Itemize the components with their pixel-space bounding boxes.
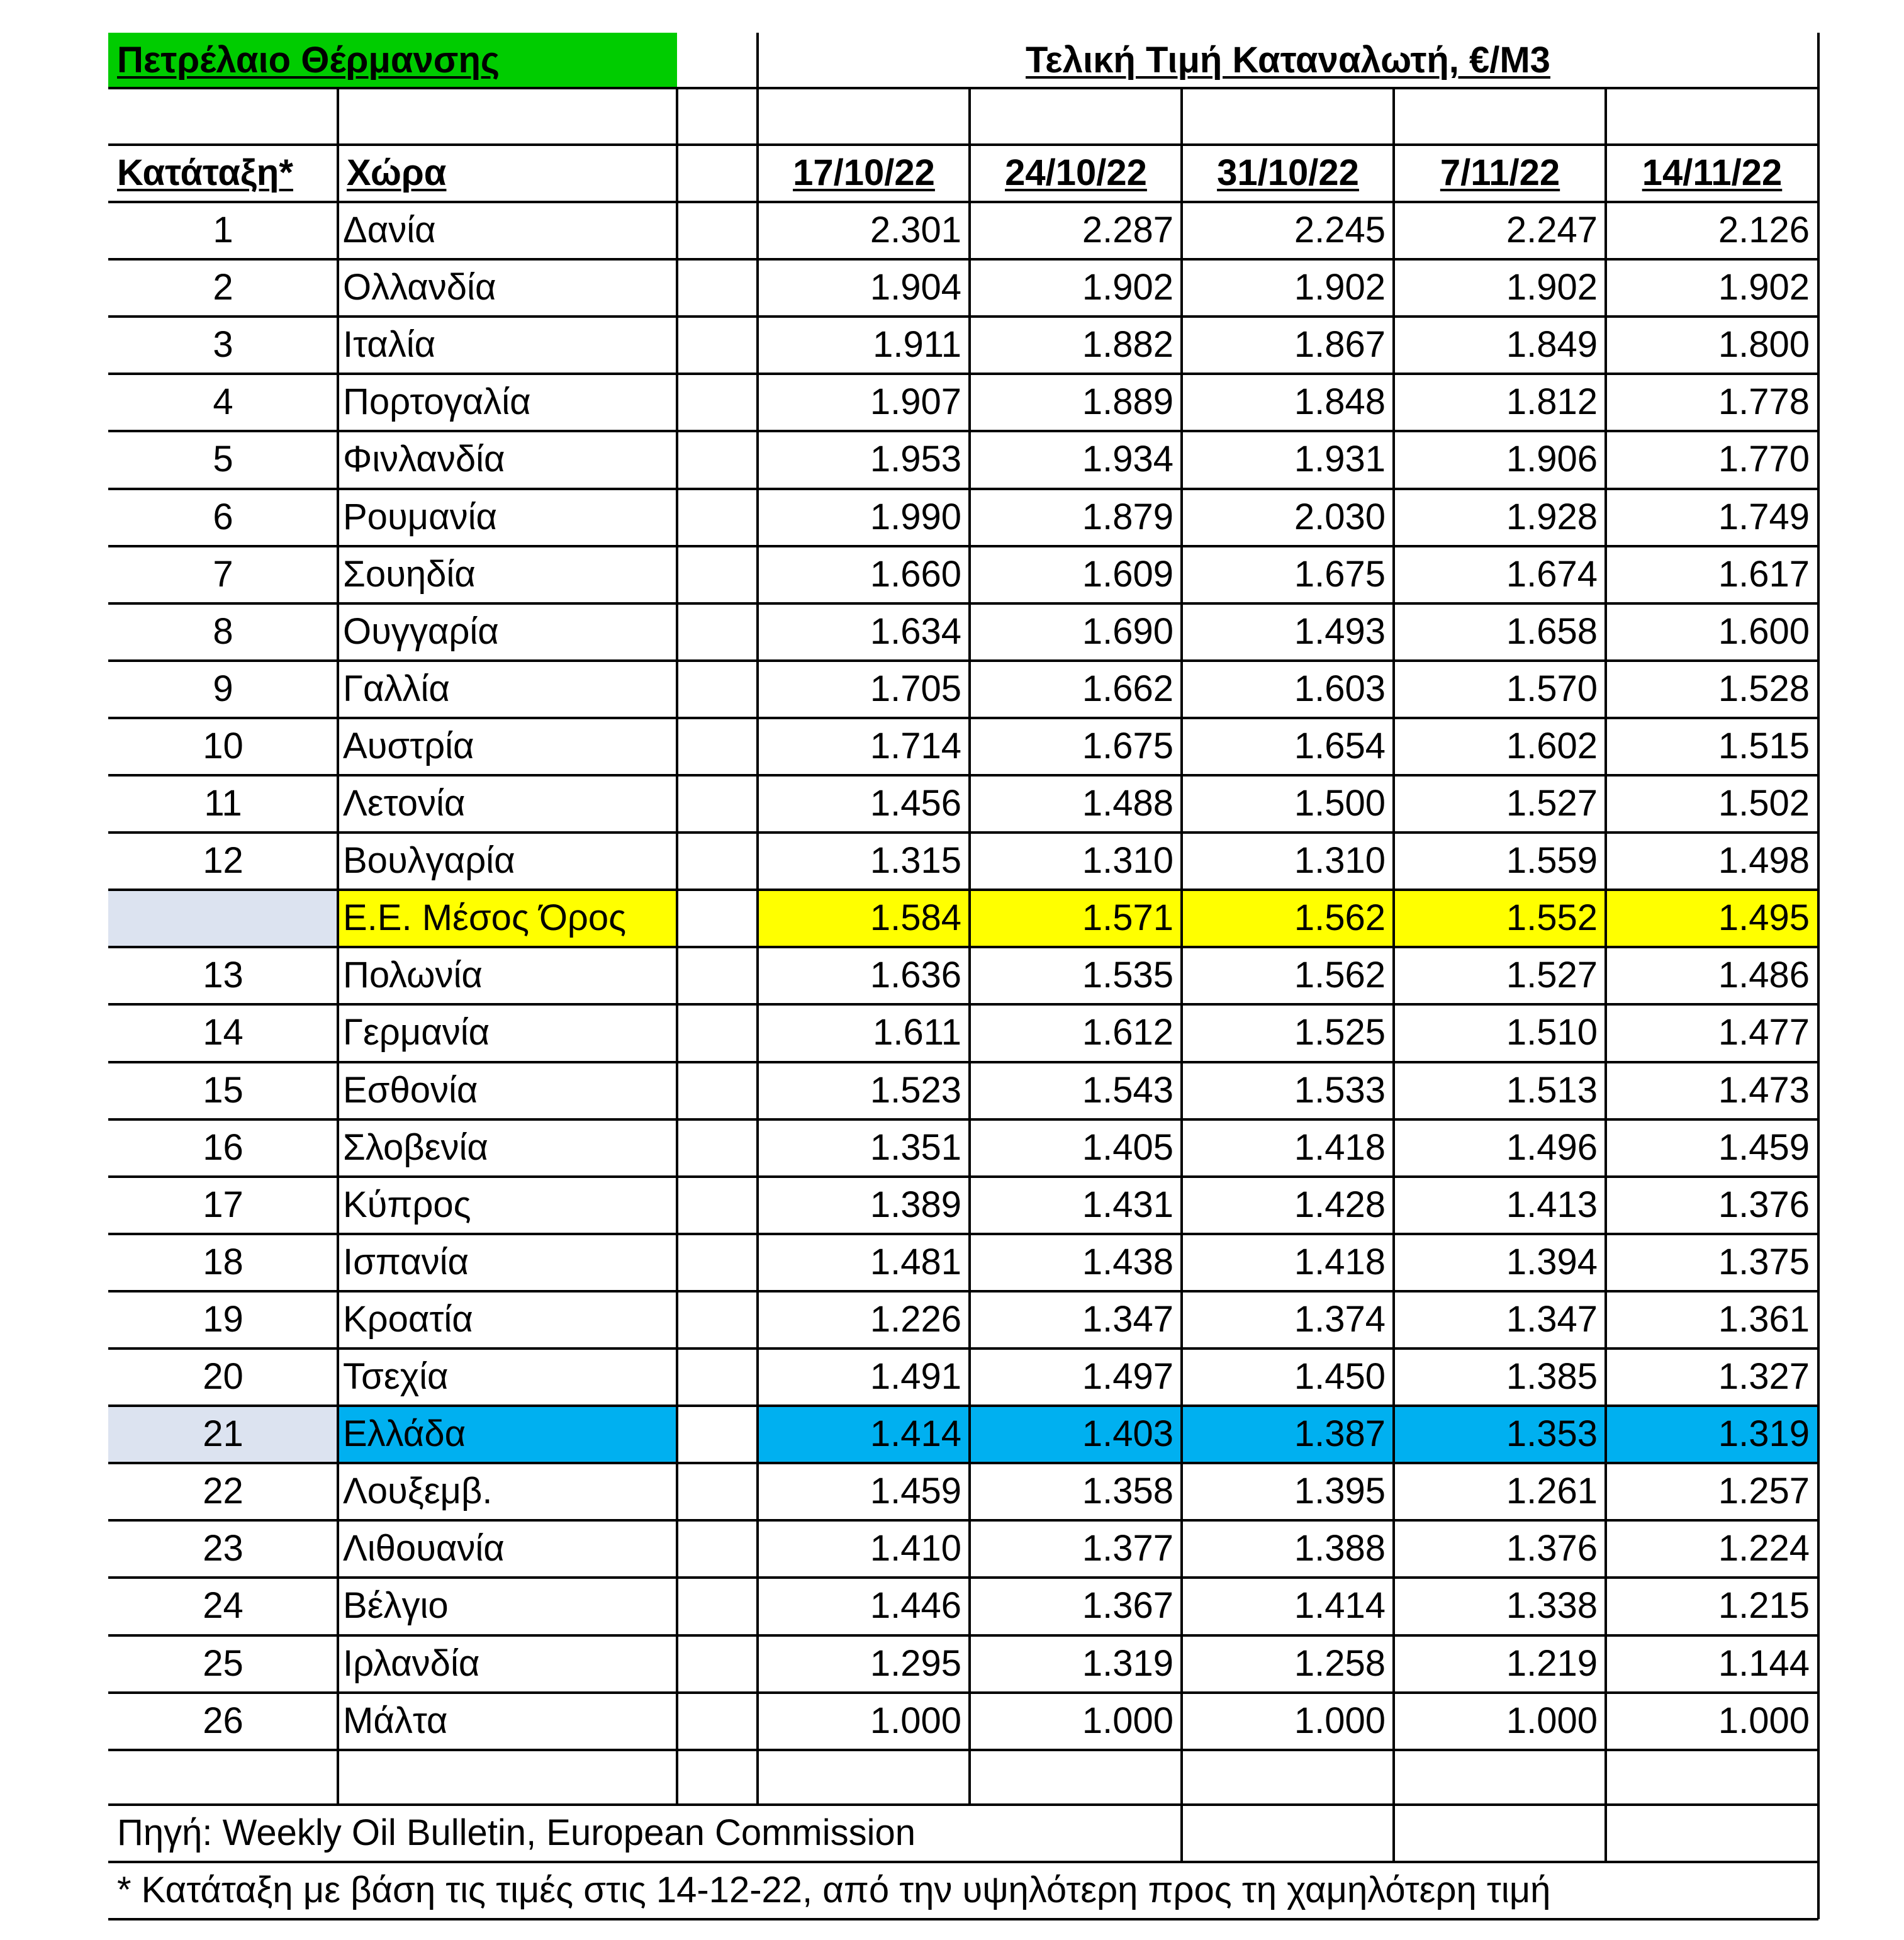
price-cell: 1.525 (1294, 1012, 1386, 1053)
price-cell: 1.394 (1506, 1241, 1598, 1282)
price-cell: 1.749 (1718, 496, 1810, 537)
country-cell: Σουηδία (343, 553, 476, 595)
grid-line (108, 1861, 1818, 1863)
grid-line (1392, 88, 1395, 1862)
rank-cell: 11 (204, 783, 242, 824)
price-cell: 1.513 (1506, 1069, 1598, 1111)
price-cell: 1.571 (1082, 897, 1173, 939)
price-cell: 1.473 (1718, 1069, 1810, 1111)
price-cell: 1.000 (1082, 1700, 1173, 1741)
price-cell: 1.459 (870, 1471, 961, 1512)
price-cell: 1.387 (1294, 1413, 1386, 1455)
price-cell: 1.617 (1718, 553, 1810, 595)
price-cell: 1.611 (873, 1012, 961, 1053)
price-cell: 1.902 (1294, 267, 1386, 308)
price-cell: 2.287 (1082, 210, 1173, 250)
country-cell: Ουγγαρία (343, 610, 499, 652)
price-cell: 1.674 (1506, 553, 1598, 595)
grid-line (1817, 33, 1820, 1919)
price-cell: 1.450 (1294, 1356, 1386, 1397)
grid-line (108, 1803, 1818, 1806)
price-cell: 1.376 (1718, 1184, 1810, 1225)
price-cell: 1.367 (1082, 1585, 1173, 1627)
price-cell: 1.934 (1082, 439, 1173, 480)
country-cell: Κύπρος (343, 1184, 471, 1225)
rank-cell: 19 (203, 1298, 244, 1340)
price-cell: 1.414 (870, 1413, 961, 1455)
price-cell: 1.559 (1506, 840, 1598, 882)
price-cell: 1.931 (1294, 439, 1386, 480)
country-cell: Λιθουανία (343, 1528, 505, 1569)
grid-line (108, 1576, 1818, 1579)
rank-cell: 20 (203, 1356, 244, 1397)
grid-line (108, 1175, 1818, 1178)
price-cell: 1.800 (1718, 324, 1810, 366)
rank-cell: 13 (203, 955, 244, 996)
rank-cell (108, 890, 338, 947)
grid-line (1604, 88, 1607, 1862)
source-note: Πηγή: Weekly Oil Bulletin, European Commission (117, 1812, 916, 1853)
price-cell: 1.446 (870, 1585, 961, 1627)
price-cell: 1.714 (870, 725, 961, 766)
price-cell: 1.144 (1718, 1642, 1810, 1684)
price-cell: 1.481 (870, 1241, 961, 1282)
grid-line (108, 1118, 1818, 1121)
rank-cell: 26 (203, 1700, 244, 1741)
price-cell: 1.258 (1294, 1642, 1386, 1684)
table-title: Πετρέλαιο Θέρμανσης (117, 40, 500, 81)
price-cell: 1.705 (870, 668, 961, 709)
price-cell: 1.319 (1718, 1413, 1810, 1455)
grid-line (108, 258, 1818, 261)
price-cell: 1.660 (870, 553, 961, 595)
country-cell: Ελλάδα (343, 1413, 466, 1455)
country-cell: Λουξεμβ. (343, 1471, 493, 1512)
rank-cell: 2 (213, 267, 233, 308)
price-cell: 1.552 (1506, 897, 1598, 939)
price-cell: 1.338 (1506, 1585, 1598, 1627)
price-cell: 2.301 (870, 210, 961, 250)
country-cell: Γερμανία (343, 1012, 490, 1053)
price-cell: 1.500 (1294, 783, 1386, 824)
country-cell: Ισπανία (343, 1241, 469, 1282)
grid-line (108, 1918, 1818, 1920)
price-cell: 1.654 (1294, 725, 1386, 766)
price-cell: 1.405 (1082, 1126, 1173, 1168)
grid-line (108, 946, 1818, 948)
price-cell: 1.347 (1506, 1298, 1598, 1340)
price-cell: 1.493 (1294, 610, 1386, 652)
grid-line (968, 88, 971, 1805)
price-cell: 1.000 (1506, 1700, 1598, 1741)
price-table (108, 33, 1818, 1919)
price-cell: 1.358 (1082, 1471, 1173, 1512)
price-cell: 1.636 (870, 955, 961, 996)
price-cell: 1.000 (1294, 1700, 1386, 1741)
price-cell: 1.535 (1082, 955, 1173, 996)
price-cell: 1.634 (870, 610, 961, 652)
date-column-header: 7/11/22 (1440, 152, 1560, 193)
price-cell: 1.414 (1294, 1585, 1386, 1627)
rank-cell: 5 (213, 439, 233, 480)
price-cell: 2.245 (1294, 210, 1386, 250)
price-cell: 1.497 (1082, 1356, 1173, 1397)
price-cell: 1.327 (1718, 1356, 1810, 1397)
price-cell: 1.770 (1718, 439, 1810, 480)
price-cell: 1.562 (1294, 897, 1386, 939)
country-column-header: Χώρα (347, 152, 447, 193)
rank-cell: 17 (203, 1184, 244, 1225)
rank-cell: 4 (213, 381, 233, 423)
price-cell: 1.527 (1506, 955, 1598, 996)
price-cell: 1.377 (1082, 1528, 1173, 1569)
price-cell: 1.600 (1718, 610, 1810, 652)
price-cell: 1.488 (1082, 783, 1173, 824)
grid-line (108, 889, 1818, 891)
country-cell: Μάλτα (343, 1700, 448, 1741)
price-cell: 2.030 (1294, 496, 1386, 537)
price-cell: 1.812 (1506, 381, 1598, 423)
date-column-header: 14/11/22 (1642, 152, 1783, 193)
price-cell: 1.533 (1294, 1069, 1386, 1111)
rank-cell: 6 (213, 496, 233, 537)
price-cell: 1.418 (1294, 1241, 1386, 1282)
price-cell: 1.928 (1506, 496, 1598, 537)
rank-cell: 10 (203, 725, 244, 766)
rank-cell: 1 (213, 210, 233, 250)
grid-line (108, 1749, 1818, 1751)
country-cell: Αυστρία (343, 725, 474, 766)
price-cell: 1.498 (1718, 840, 1810, 882)
price-cell: 1.388 (1294, 1528, 1386, 1569)
country-cell: Πολωνία (343, 955, 483, 996)
price-cell: 1.395 (1294, 1471, 1386, 1512)
price-cell: 1.778 (1718, 381, 1810, 423)
grid-line (108, 430, 1818, 432)
rank-cell: 22 (203, 1471, 244, 1512)
price-cell: 1.477 (1718, 1012, 1810, 1053)
price-cell: 1.495 (1718, 897, 1810, 939)
price-cell: 2.126 (1718, 210, 1810, 250)
price-cell: 1.491 (870, 1356, 961, 1397)
rank-cell: 21 (203, 1413, 244, 1455)
country-cell: Ιρλανδία (343, 1642, 480, 1684)
rank-cell: 24 (203, 1585, 244, 1627)
grid-line (108, 1634, 1818, 1637)
country-cell: Βέλγιο (343, 1585, 449, 1627)
price-cell: 1.904 (870, 267, 961, 308)
grid-line (756, 33, 759, 1805)
price-cell: 1.612 (1082, 1012, 1173, 1053)
price-cell: 1.456 (870, 783, 961, 824)
rank-cell: 3 (213, 324, 233, 366)
price-cell: 1.224 (1718, 1528, 1810, 1569)
price-cell: 1.361 (1718, 1298, 1810, 1340)
rank-cell: 23 (203, 1528, 244, 1569)
price-cell: 1.431 (1082, 1184, 1173, 1225)
date-column-header: 31/10/22 (1217, 152, 1359, 193)
rank-cell: 7 (213, 553, 233, 595)
price-cell: 1.543 (1082, 1069, 1173, 1111)
rank-cell: 14 (203, 1012, 244, 1053)
country-cell: Τσεχία (343, 1356, 449, 1397)
country-cell: Λετονία (343, 783, 466, 824)
country-cell: Σλοβενία (343, 1126, 488, 1168)
price-cell: 1.351 (870, 1126, 961, 1168)
price-cell: 1.496 (1506, 1126, 1598, 1168)
price-cell: 1.459 (1718, 1126, 1810, 1168)
grid-line (676, 88, 678, 1805)
rank-column-header: Κατάταξη* (117, 152, 293, 193)
grid-line (108, 1290, 1818, 1292)
price-cell: 1.310 (1082, 840, 1173, 882)
grid-line (108, 1405, 1818, 1407)
price-cell: 1.911 (873, 324, 961, 366)
grid-line (108, 659, 1818, 662)
rank-cell: 8 (213, 610, 233, 652)
country-cell: Γαλλία (343, 668, 450, 709)
price-cell: 1.603 (1294, 668, 1386, 709)
price-cell: 1.000 (1718, 1700, 1810, 1741)
grid-line (108, 1347, 1818, 1350)
price-cell: 1.310 (1294, 840, 1386, 882)
price-cell: 1.523 (870, 1069, 961, 1111)
country-cell: Κροατία (343, 1298, 473, 1340)
price-cell: 1.662 (1082, 668, 1173, 709)
date-column-header: 17/10/22 (793, 152, 935, 193)
price-cell: 1.219 (1506, 1642, 1598, 1684)
rank-cell: 15 (203, 1069, 244, 1111)
country-cell: Βουλγαρία (343, 840, 515, 882)
price-cell: 1.502 (1718, 783, 1810, 824)
country-cell: Φινλανδία (343, 439, 505, 480)
grid-line (108, 774, 1818, 777)
country-cell: Εσθονία (343, 1069, 478, 1111)
price-cell: 1.413 (1506, 1184, 1598, 1225)
price-cell: 1.510 (1506, 1012, 1598, 1053)
price-cell: 1.879 (1082, 496, 1173, 537)
country-cell: Ρουμανία (343, 496, 498, 537)
footnote: * Κατάταξη με βάση τις τιμές στις 14-12-22, από την υψηλότερη προς τη χαμηλότερη τιμή (117, 1870, 1551, 1910)
price-cell: 1.374 (1294, 1298, 1386, 1340)
price-cell: 1.990 (870, 496, 961, 537)
price-cell: 1.410 (870, 1528, 961, 1569)
price-cell: 1.849 (1506, 324, 1598, 366)
price-cell: 1.570 (1506, 668, 1598, 709)
price-cell: 1.584 (870, 897, 961, 939)
price-cell: 1.690 (1082, 610, 1173, 652)
grid-line (108, 1691, 1818, 1694)
grid-line (108, 602, 1818, 605)
grid-line (108, 1061, 1818, 1063)
price-cell: 2.247 (1506, 210, 1598, 250)
rank-cell: 25 (203, 1642, 244, 1684)
price-cell: 1.562 (1294, 955, 1386, 996)
price-cell: 1.902 (1718, 267, 1810, 308)
price-cell: 1.602 (1506, 725, 1598, 766)
price-cell: 1.315 (870, 840, 961, 882)
price-cell: 1.609 (1082, 553, 1173, 595)
grid-line (108, 488, 1818, 490)
grid-line (108, 831, 1818, 834)
grid-line (108, 143, 1818, 146)
rank-cell: 16 (203, 1126, 244, 1168)
price-cell: 1.347 (1082, 1298, 1173, 1340)
price-cell: 1.675 (1082, 725, 1173, 766)
price-cell: 1.353 (1506, 1413, 1598, 1455)
grid-line (108, 201, 1818, 203)
grid-line (108, 717, 1818, 719)
price-cell: 1.486 (1718, 955, 1810, 996)
price-cell: 1.906 (1506, 439, 1598, 480)
grid-line (108, 1233, 1818, 1235)
price-cell: 1.889 (1082, 381, 1173, 423)
price-cell: 1.261 (1506, 1471, 1598, 1512)
grid-line (108, 315, 1818, 318)
price-cell: 1.902 (1082, 267, 1173, 308)
rank-cell: 12 (203, 840, 244, 882)
price-cell: 1.848 (1294, 381, 1386, 423)
price-cell: 1.376 (1506, 1528, 1598, 1569)
grid-line (108, 1519, 1818, 1522)
price-cell: 1.295 (870, 1642, 961, 1684)
price-cell: 1.528 (1718, 668, 1810, 709)
price-cell: 1.527 (1506, 783, 1598, 824)
price-cell: 1.902 (1506, 267, 1598, 308)
grid-line (108, 373, 1818, 375)
price-cell: 1.675 (1294, 553, 1386, 595)
price-cell: 1.418 (1294, 1126, 1386, 1168)
price-cell: 1.438 (1082, 1241, 1173, 1282)
rank-cell: 9 (213, 668, 233, 709)
price-cell: 1.428 (1294, 1184, 1386, 1225)
price-cell: 1.953 (870, 439, 961, 480)
country-cell: Πορτογαλία (343, 381, 531, 423)
price-cell: 1.882 (1082, 324, 1173, 366)
price-cell: 1.226 (870, 1298, 961, 1340)
country-cell: Ιταλία (343, 324, 436, 366)
country-cell: Ε.Ε. Μέσος Όρος (343, 897, 627, 939)
grid-line (108, 545, 1818, 547)
country-cell: Δανία (343, 210, 436, 250)
date-column-header: 24/10/22 (1005, 152, 1147, 193)
price-cell: 1.319 (1082, 1642, 1173, 1684)
rank-cell: 18 (203, 1241, 244, 1282)
grid-line (108, 87, 1818, 89)
price-cell: 1.907 (870, 381, 961, 423)
price-cell: 1.385 (1506, 1356, 1598, 1397)
price-cell: 1.215 (1718, 1585, 1810, 1627)
price-header: Τελική Τιμή Καταναλωτή, €/Μ3 (1026, 40, 1550, 81)
price-cell: 1.389 (870, 1184, 961, 1225)
price-cell: 1.000 (870, 1700, 961, 1741)
price-cell: 1.375 (1718, 1241, 1810, 1282)
price-cell: 1.403 (1082, 1413, 1173, 1455)
price-cell: 1.658 (1506, 610, 1598, 652)
grid-line (108, 1462, 1818, 1464)
country-cell: Ολλανδία (343, 267, 496, 308)
grid-line (1180, 88, 1183, 1862)
grid-line (337, 88, 339, 1805)
price-cell: 1.515 (1718, 725, 1810, 766)
grid-line (108, 1003, 1818, 1006)
price-cell: 1.257 (1718, 1471, 1810, 1512)
price-cell: 1.867 (1294, 324, 1386, 366)
